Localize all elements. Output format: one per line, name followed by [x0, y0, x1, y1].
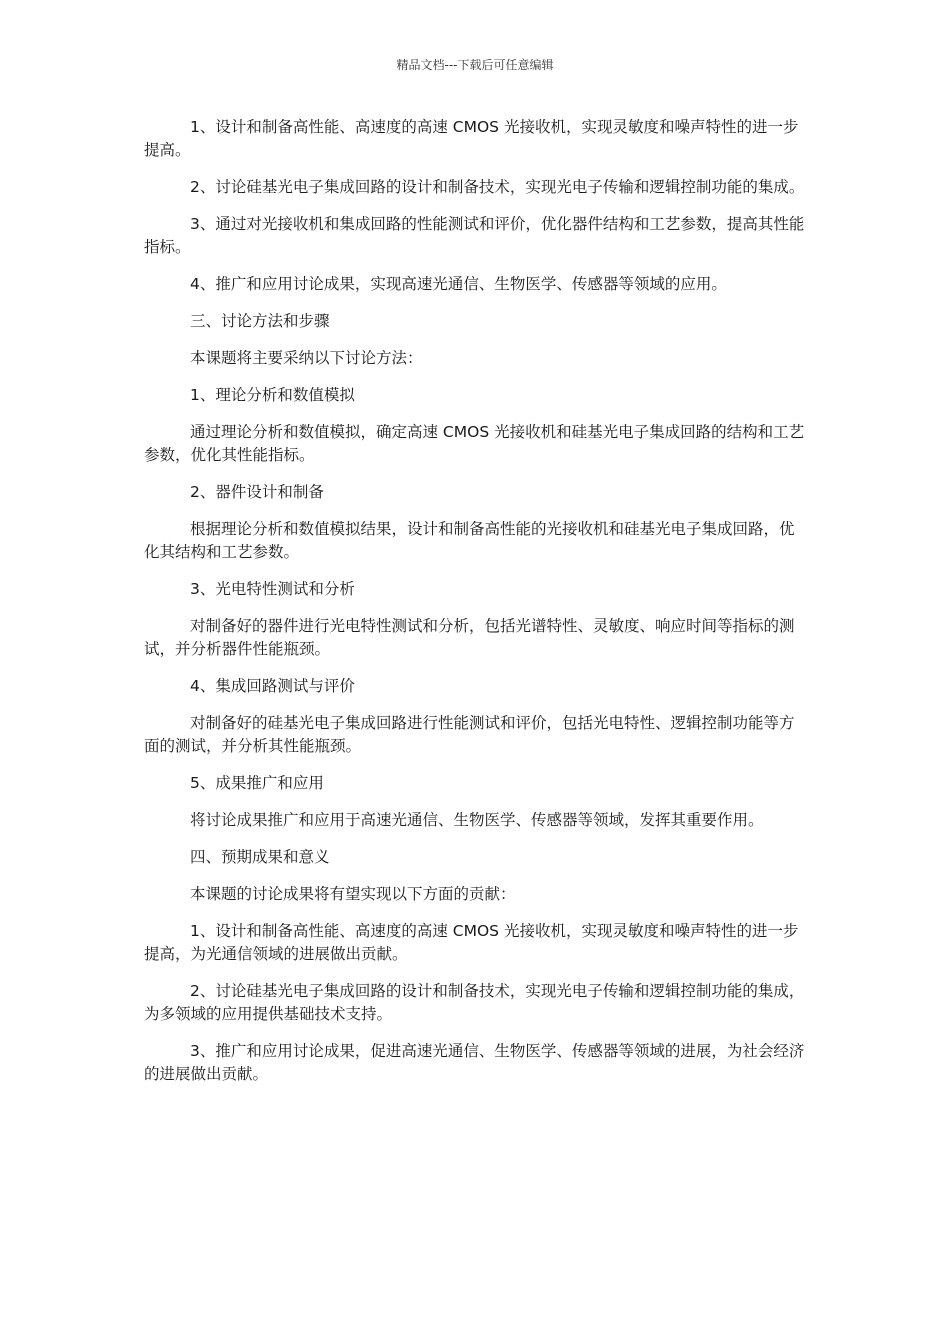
method-text-3: 对制备好的器件进行光电特性测试和分析，包括光谱特性、灵敏度、响应时间等指标的测试，并分析器件性能瓶颈。 — [144, 617, 795, 658]
method-heading-1: 1、理论分析和数值模拟 — [190, 386, 355, 404]
paragraph-goal-2: 2、讨论硅基光电子集成回路的设计和制备技术，实现光电子传输和逻辑控制功能的集成。 — [190, 178, 805, 196]
paragraph-outcome-2: 2、讨论硅基光电子集成回路的设计和制备技术，实现光电子传输和逻辑控制功能的集成，为多领域的应用提供基础技术支持。 — [144, 982, 805, 1023]
method-heading-3: 3、光电特性测试和分析 — [190, 580, 355, 598]
section-heading-methods: 三、讨论方法和步骤 — [190, 312, 330, 330]
paragraph-outcome-1: 1、设计和制备高性能、高速度的高速 CMOS 光接收机，实现灵敏度和噪声特性的进一步提高，为光通信领域的进展做出贡献。 — [144, 922, 799, 963]
paragraph-goal-3: 3、通过对光接收机和集成回路的性能测试和评价，优化器件结构和工艺参数，提高其性能指标。 — [144, 215, 805, 256]
paragraph-goal-4: 4、推广和应用讨论成果，实现高速光通信、生物医学、传感器等领域的应用。 — [190, 275, 727, 293]
paragraph-outcomes-intro: 本课题的讨论成果将有望实现以下方面的贡献： — [190, 885, 516, 903]
method-heading-5: 5、成果推广和应用 — [190, 774, 324, 792]
method-text-5: 将讨论成果推广和应用于高速光通信、生物医学、传感器等领域，发挥其重要作用。 — [190, 811, 764, 829]
method-text-2: 根据理论分析和数值模拟结果，设计和制备高性能的光接收机和硅基光电子集成回路，优化其结构和工艺参数。 — [144, 520, 795, 561]
paragraph-outcome-3: 3、推广和应用讨论成果，促进高速光通信、生物医学、传感器等领域的进展，为社会经济的进展做出贡献。 — [144, 1042, 805, 1083]
paragraph-goal-1: 1、设计和制备高性能、高速度的高速 CMOS 光接收机，实现灵敏度和噪声特性的进一步提高。 — [144, 118, 799, 159]
method-heading-2: 2、器件设计和制备 — [190, 483, 324, 501]
method-text-1: 通过理论分析和数值模拟，确定高速 CMOS 光接收机和硅基光电子集成回路的结构和工艺参数，优化其性能指标。 — [144, 423, 805, 464]
page-header: 精品文档---下载后可任意编辑 — [396, 58, 554, 72]
section-heading-outcomes: 四、预期成果和意义 — [190, 848, 330, 866]
method-text-4: 对制备好的硅基光电子集成回路进行性能测试和评价，包括光电特性、逻辑控制功能等方面的测试，并分析其性能瓶颈。 — [144, 714, 795, 755]
document-body — [144, 116, 806, 1100]
method-heading-4: 4、集成回路测试与评价 — [190, 677, 355, 695]
paragraph-methods-intro: 本课题将主要采纳以下讨论方法： — [190, 349, 423, 367]
